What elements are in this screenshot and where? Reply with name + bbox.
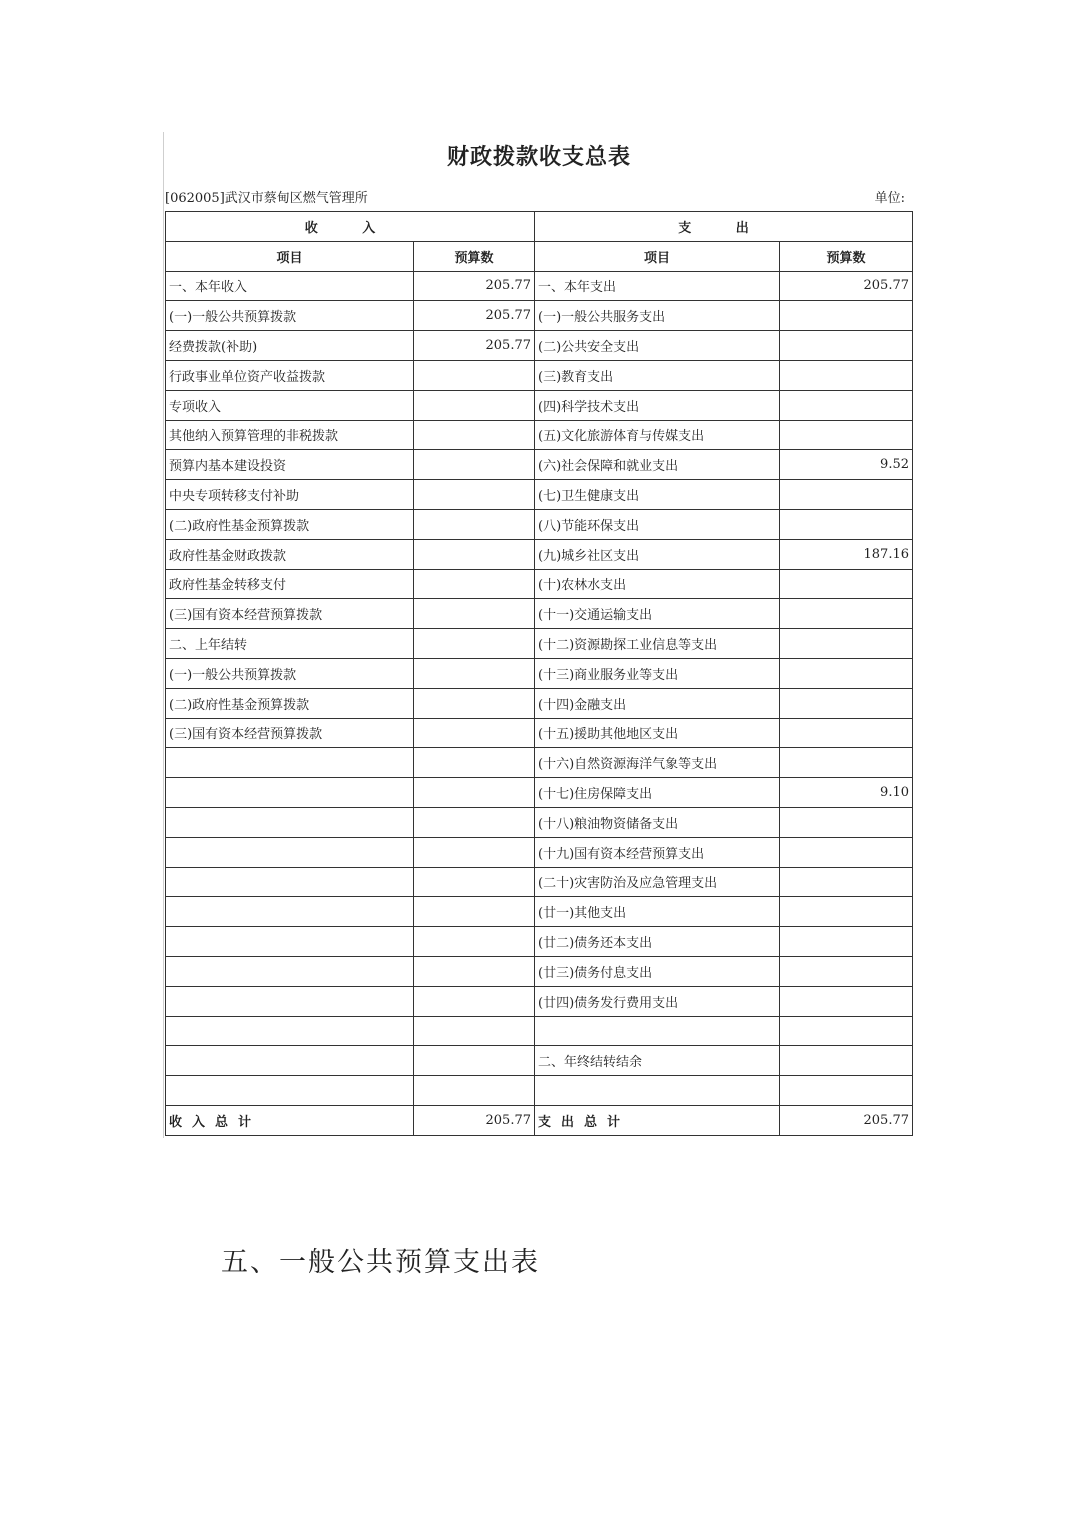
table-row: [166, 688, 913, 718]
income-budget-cell: [414, 897, 535, 927]
expense-budget-cell: [780, 897, 913, 927]
table-row: [166, 807, 913, 837]
income-item-cell: 预算内基本建设投资: [166, 450, 414, 480]
section-header-row: [166, 212, 913, 242]
expense-item-cell: (十三)商业服务业等支出: [535, 658, 780, 688]
expense-total-value: 205.77: [780, 1105, 913, 1135]
expense-budget-cell: [780, 688, 913, 718]
table-row: [166, 897, 913, 927]
income-item-cell: [166, 986, 414, 1016]
expense-item-cell: (十九)国有资本经营预算支出: [535, 837, 780, 867]
income-budget-cell: [414, 778, 535, 808]
income-budget-cell: [414, 986, 535, 1016]
table-row: [166, 331, 913, 361]
expense-budget-cell: [780, 420, 913, 450]
expense-item-cell: (八)节能环保支出: [535, 509, 780, 539]
income-item-cell: 行政事业单位资产收益拨款: [166, 360, 414, 390]
expense-budget-cell: [780, 1046, 913, 1076]
table-row: [166, 956, 913, 986]
income-item-cell: (二)政府性基金预算拨款: [166, 509, 414, 539]
table-row: [166, 569, 913, 599]
expense-item-cell: (五)文化旅游体育与传媒支出: [535, 420, 780, 450]
section-heading: 五、一般公共预算支出表: [221, 1247, 540, 1278]
table-row: [166, 986, 913, 1016]
expense-item-header: 项目: [535, 241, 780, 271]
table-row: [166, 599, 913, 629]
table-row: [166, 629, 913, 659]
income-header: 收 入: [166, 212, 535, 242]
expense-item-cell: [535, 1016, 780, 1046]
expense-budget-cell: [780, 331, 913, 361]
table-row: [166, 301, 913, 331]
income-item-cell: 经费拨款(补助): [166, 331, 414, 361]
expense-item-cell: (七)卫生健康支出: [535, 480, 780, 510]
income-budget-cell: [414, 718, 535, 748]
income-item-cell: 专项收入: [166, 390, 414, 420]
table-meta: [165, 187, 911, 207]
income-budget-cell: [414, 599, 535, 629]
income-item-cell: 一、本年收入: [166, 271, 414, 301]
table-row: [166, 927, 913, 957]
expense-item-cell: (十七)住房保障支出: [535, 778, 780, 808]
expense-budget-cell: [780, 390, 913, 420]
expense-budget-cell: [780, 986, 913, 1016]
expense-budget-cell: [780, 718, 913, 748]
table-row: [166, 450, 913, 480]
table-row: [166, 480, 913, 510]
income-budget-header: 预算数: [414, 241, 535, 271]
expense-item-cell: (十)农林水支出: [535, 569, 780, 599]
income-item-cell: 政府性基金财政拨款: [166, 539, 414, 569]
table-row: [166, 539, 913, 569]
income-item-cell: (一)一般公共预算拨款: [166, 658, 414, 688]
expense-item-cell: (十二)资源勘探工业信息等支出: [535, 629, 780, 659]
expense-item-cell: (十八)粮油物资储备支出: [535, 807, 780, 837]
expense-budget-cell: [780, 837, 913, 867]
table-row: [166, 390, 913, 420]
income-budget-cell: [414, 867, 535, 897]
expense-item-cell: (十一)交通运输支出: [535, 599, 780, 629]
expense-item-cell: (二十)灾害防治及应急管理支出: [535, 867, 780, 897]
table-row: [166, 658, 913, 688]
income-budget-cell: [414, 569, 535, 599]
income-item-cell: [166, 927, 414, 957]
expense-item-cell: 一、本年支出: [535, 271, 780, 301]
total-row: [166, 1105, 913, 1135]
income-item-cell: [166, 748, 414, 778]
expense-item-cell: (廿二)债务还本支出: [535, 927, 780, 957]
table-row: [166, 1076, 913, 1106]
income-budget-cell: 205.77: [414, 331, 535, 361]
expense-budget-cell: [780, 360, 913, 390]
income-item-cell: [166, 778, 414, 808]
table-row: [166, 867, 913, 897]
expense-budget-cell: [780, 569, 913, 599]
expense-item-cell: (廿四)债务发行费用支出: [535, 986, 780, 1016]
page-left-rule: [163, 132, 164, 1138]
income-item-cell: [166, 956, 414, 986]
table-row: [166, 420, 913, 450]
expense-budget-cell: [780, 599, 913, 629]
income-item-cell: 二、上年结转: [166, 629, 414, 659]
income-item-cell: [166, 897, 414, 927]
expense-budget-cell: [780, 867, 913, 897]
income-budget-cell: [414, 927, 535, 957]
table-row: [166, 748, 913, 778]
table-row: [166, 1046, 913, 1076]
expense-budget-cell: [780, 748, 913, 778]
income-budget-cell: [414, 509, 535, 539]
income-item-cell: [166, 867, 414, 897]
income-budget-cell: [414, 658, 535, 688]
expense-item-cell: (九)城乡社区支出: [535, 539, 780, 569]
expense-budget-cell: [780, 1016, 913, 1046]
expense-budget-cell: 205.77: [780, 271, 913, 301]
income-item-cell: (一)一般公共预算拨款: [166, 301, 414, 331]
table-row: [166, 360, 913, 390]
income-item-cell: [166, 1046, 414, 1076]
expense-item-cell: (二)公共安全支出: [535, 331, 780, 361]
expense-item-cell: (十五)援助其他地区支出: [535, 718, 780, 748]
expense-item-cell: (一)一般公共服务支出: [535, 301, 780, 331]
unit-label: 单位:: [874, 191, 905, 206]
expense-item-cell: (廿三)债务付息支出: [535, 956, 780, 986]
expense-budget-cell: [780, 509, 913, 539]
income-item-cell: 政府性基金转移支付: [166, 569, 414, 599]
income-budget-cell: [414, 390, 535, 420]
expense-budget-cell: [780, 629, 913, 659]
income-budget-cell: [414, 688, 535, 718]
income-budget-cell: [414, 807, 535, 837]
income-total-value: 205.77: [414, 1105, 535, 1135]
income-budget-cell: [414, 837, 535, 867]
income-item-cell: 中央专项转移支付补助: [166, 480, 414, 510]
income-item-cell: (二)政府性基金预算拨款: [166, 688, 414, 718]
org-label: [062005]武汉市蔡甸区燃气管理所: [165, 191, 368, 206]
budget-table: [165, 211, 913, 1136]
expense-item-cell: (十四)金融支出: [535, 688, 780, 718]
income-item-cell: [166, 1076, 414, 1106]
column-header-row: [166, 241, 913, 271]
table-row: [166, 778, 913, 808]
expense-item-cell: (六)社会保障和就业支出: [535, 450, 780, 480]
expense-budget-header: 预算数: [780, 241, 913, 271]
income-budget-cell: [414, 450, 535, 480]
income-budget-cell: [414, 629, 535, 659]
expense-total-label: 支出总计: [535, 1105, 780, 1135]
expense-budget-cell: [780, 480, 913, 510]
page-title: 财政拨款收支总表: [446, 144, 631, 170]
income-budget-cell: [414, 1016, 535, 1046]
expense-budget-cell: [780, 1076, 913, 1106]
table-row: [166, 718, 913, 748]
income-item-cell: [166, 807, 414, 837]
income-budget-cell: 205.77: [414, 271, 535, 301]
table-row: [166, 509, 913, 539]
expense-budget-cell: [780, 956, 913, 986]
expense-item-cell: (三)教育支出: [535, 360, 780, 390]
income-budget-cell: 205.77: [414, 301, 535, 331]
income-item-cell: [166, 1016, 414, 1046]
table-row: [166, 271, 913, 301]
income-budget-cell: [414, 539, 535, 569]
expense-budget-cell: [780, 927, 913, 957]
expense-item-cell: (四)科学技术支出: [535, 390, 780, 420]
expense-budget-cell: [780, 658, 913, 688]
expense-budget-cell: 9.10: [780, 778, 913, 808]
income-item-cell: [166, 837, 414, 867]
income-budget-cell: [414, 480, 535, 510]
table-row: [166, 837, 913, 867]
expense-budget-cell: 9.52: [780, 450, 913, 480]
table-row: [166, 1016, 913, 1046]
income-budget-cell: [414, 420, 535, 450]
expense-item-cell: [535, 1076, 780, 1106]
income-item-cell: (三)国有资本经营预算拨款: [166, 718, 414, 748]
expense-item-cell: 二、年终结转结余: [535, 1046, 780, 1076]
income-item-cell: 其他纳入预算管理的非税拨款: [166, 420, 414, 450]
income-budget-cell: [414, 956, 535, 986]
budget-table-body: [166, 212, 913, 1136]
expense-header: 支 出: [535, 212, 913, 242]
income-budget-cell: [414, 1046, 535, 1076]
income-budget-cell: [414, 360, 535, 390]
expense-item-cell: (十六)自然资源海洋气象等支出: [535, 748, 780, 778]
expense-budget-cell: [780, 301, 913, 331]
income-item-header: 项目: [166, 241, 414, 271]
expense-item-cell: (廿一)其他支出: [535, 897, 780, 927]
income-item-cell: (三)国有资本经营预算拨款: [166, 599, 414, 629]
expense-budget-cell: 187.16: [780, 539, 913, 569]
income-total-label: 收入总计: [166, 1105, 414, 1135]
income-budget-cell: [414, 1076, 535, 1106]
income-budget-cell: [414, 748, 535, 778]
expense-budget-cell: [780, 807, 913, 837]
